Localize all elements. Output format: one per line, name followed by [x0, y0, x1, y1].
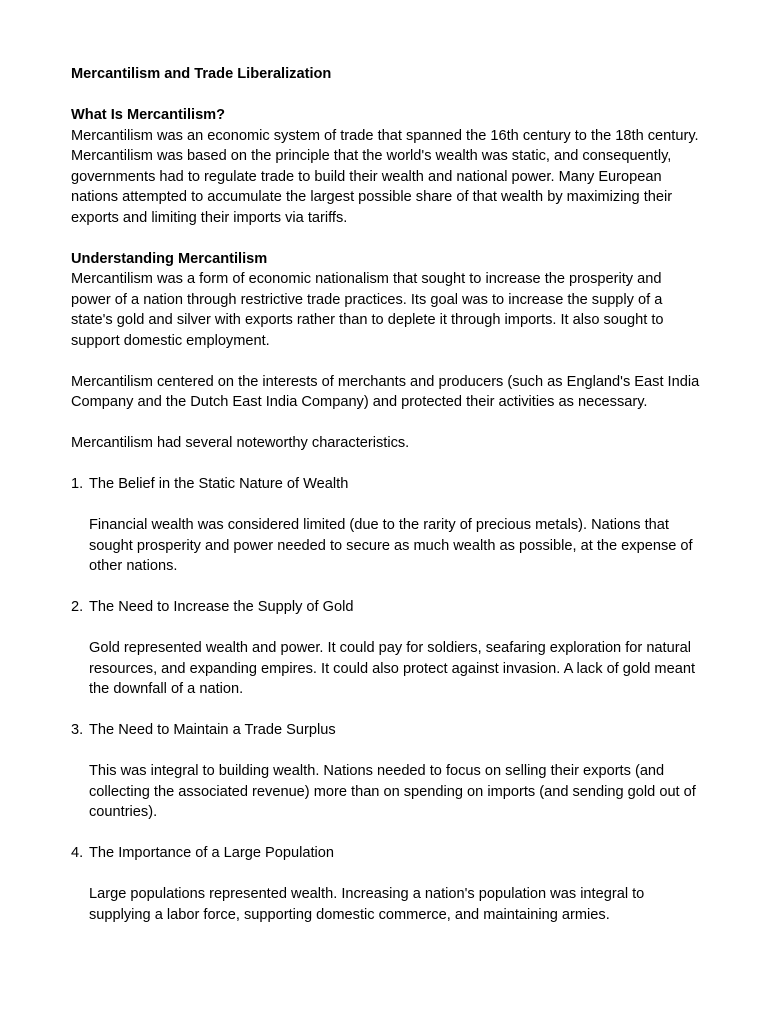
list-item: [71, 474, 702, 577]
list-item: [71, 720, 702, 823]
list-item-title: The Need to Increase the Supply of Gold: [89, 599, 354, 615]
section-heading-understanding-mercantilism: Understanding Mercantilism: [71, 250, 268, 267]
list-item-heading: [71, 597, 702, 618]
list-item-number: 4.: [71, 845, 84, 861]
paragraph: Mercantilism centered on the interests of merchants and producers (such as England's East India Company and the Dutch East India Company) and protected their activities as necessary.: [71, 373, 700, 410]
list-item: [71, 843, 702, 925]
list-item-heading: [71, 843, 702, 864]
list-item-title: The Importance of a Large Population: [89, 845, 335, 861]
list-item-heading: [71, 720, 702, 741]
list-item: [71, 597, 702, 700]
list-item-body: Financial wealth was considered limited (due to the rarity of precious metals). Nations that sought prosperity and power needed to secure as much wealth as possible, at the expense of other nations.: [89, 517, 693, 574]
list-item-body: Gold represented wealth and power. It could pay for soldiers, seafaring exploration for natural resources, and expanding empires. It could also protect against invasion. A lack of gold meant the downfall of a nation.: [89, 640, 695, 697]
list-item-number: 1.: [71, 476, 84, 492]
characteristics-list: [71, 474, 702, 925]
list-item-title: The Need to Maintain a Trade Surplus: [89, 722, 336, 738]
list-item-title: The Belief in the Static Nature of Wealth: [89, 476, 349, 492]
list-item-number: 3.: [71, 722, 84, 738]
paragraph: Mercantilism was a form of economic nationalism that sought to increase the prosperity and power of a nation through restrictive trade practices. Its goal was to increase the supply of a state's gold and silver with exports rather than to deplete it through imports. It also sought to support domestic employment.: [71, 271, 664, 349]
paragraph: Mercantilism was an economic system of trade that spanned the 16th century to the 18th century. Mercantilism was based on the principle that the world's wealth was static, and consequently, governments had to regulate trade to build their wealth and national power. Many European nations attempted to accumulate the largest possible share of that wealth by maximizing their exports and limiting their imports via tariffs.: [71, 127, 699, 226]
paragraph: Mercantilism had several noteworthy characteristics.: [71, 435, 410, 451]
list-item-heading: [71, 474, 702, 495]
document-title: Mercantilism and Trade Liberalization: [71, 66, 332, 82]
list-item-body: Large populations represented wealth. Increasing a nation's population was integral to supplying a labor force, supporting domestic commerce, and maintaining armies.: [89, 886, 645, 923]
list-item-number: 2.: [71, 599, 84, 615]
list-item-body: This was integral to building wealth. Nations needed to focus on selling their exports (and collecting the associated revenue) more than on spending on imports (and sending gold out of countries).: [89, 763, 696, 820]
section-heading-what-is-mercantilism: What Is Mercantilism?: [71, 107, 226, 123]
